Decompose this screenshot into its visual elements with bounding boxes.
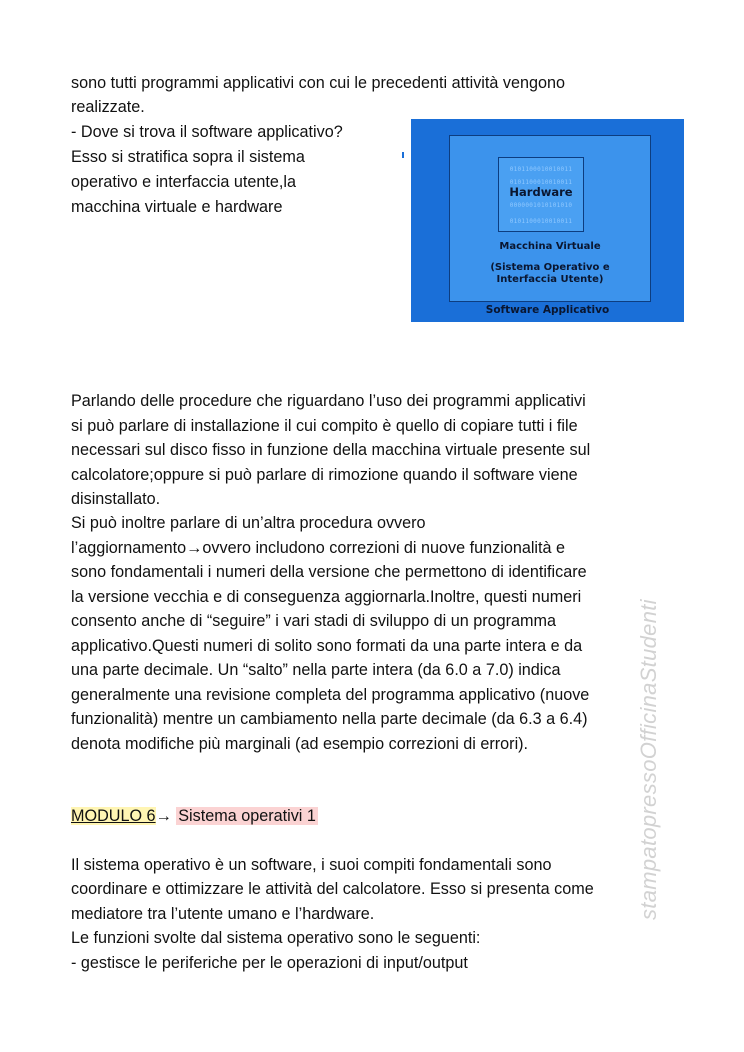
- software-applicativo-label: Software Applicativo: [485, 304, 610, 316]
- body-line: Il sistema operativo è un software, i suoi compiti fondamentali sono: [71, 856, 552, 874]
- hardware-layer: [498, 157, 584, 232]
- software-layers-diagram: [411, 119, 684, 322]
- virtual-machine-label: Macchina Virtuale: [499, 241, 601, 252]
- binary-row: 0101100010010011: [509, 166, 573, 173]
- body-line: l’aggiornamento→ovvero includono correzioni di nuove funzionalità e: [71, 539, 566, 557]
- body-line: applicativo.Questi numeri di solito sono formati da una parte intera e da: [71, 637, 583, 655]
- hardware-label: Hardware: [509, 185, 573, 199]
- answer-line: operativo e interfaccia utente,la: [71, 173, 296, 191]
- body-line: - gestisce le periferiche per le operazioni di input/output: [71, 954, 468, 972]
- body-line: coordinare e ottimizzare le attività del calcolatore. Esso si presenta come: [71, 880, 594, 898]
- module-title: Sistema operativi 1: [178, 807, 316, 825]
- body-line: Le funzioni svolte dal sistema operativo sono le seguenti:: [71, 929, 481, 947]
- body-line: consento anche di “seguire” i vari stadi di sviluppo di un programma: [71, 612, 556, 630]
- body-line: denota modifiche più marginali (ad esempio correzioni di errori).: [71, 735, 529, 753]
- diagram-anchor-mark: [402, 152, 404, 158]
- body-line: funzionalità) mentre un cambiamento nella parte decimale (da 6.3 a 6.4): [71, 710, 588, 728]
- intro-line: realizzate.: [71, 98, 145, 116]
- binary-row: 0101100010010011: [509, 218, 573, 225]
- binary-row: 0000001010101010: [509, 202, 573, 209]
- virtual-machine-subtitle: Interfaccia Utente): [496, 274, 604, 285]
- virtual-machine-subtitle: (Sistema Operativo e: [490, 262, 610, 273]
- body-line: una parte decimale. Un “salto” nella parte intera (da 6.0 a 7.0) indica: [71, 661, 561, 679]
- body-line: si può parlare di installazione il cui compito è quello di copiare tutti i file: [71, 417, 578, 435]
- body-line: necessari sul disco fisso in funzione della macchina virtuale presente sul: [71, 441, 591, 459]
- body-line: Parlando delle procedure che riguardano l’uso dei programmi applicativi: [71, 392, 586, 410]
- body-line: mediatore tra l’utente umano e l’hardware.: [71, 905, 375, 923]
- body-line: sono fondamentali i numeri della versione che permettono di identificare: [71, 563, 587, 581]
- module-label: MODULO 6: [71, 807, 156, 825]
- heading-arrow: →: [155, 807, 177, 825]
- binary-row: 0101100010010011: [509, 179, 573, 186]
- virtual-machine-layer: [449, 135, 651, 302]
- body-line: generalmente una revisione completa del programma applicativo (nuove: [71, 686, 590, 704]
- answer-line: macchina virtuale e hardware: [71, 198, 283, 216]
- body-line: calcolatore;oppure si può parlare di rimozione quando il software viene: [71, 466, 578, 484]
- body-line: Si può inoltre parlare di un’altra procedura ovvero: [71, 514, 426, 532]
- watermark: stampatopressoOfficinaStudenti: [636, 599, 661, 920]
- question-line: - Dove si trova il software applicativo?: [71, 123, 343, 141]
- body-line: la versione vecchia e di conseguenza aggiornarla.Inoltre, questi numeri: [71, 588, 582, 606]
- body-line: disinstallato.: [71, 490, 161, 508]
- intro-line: sono tutti programmi applicativi con cui le precedenti attività vengono: [71, 74, 565, 92]
- answer-line: Esso si stratifica sopra il sistema: [71, 148, 305, 166]
- module-heading: [71, 804, 318, 828]
